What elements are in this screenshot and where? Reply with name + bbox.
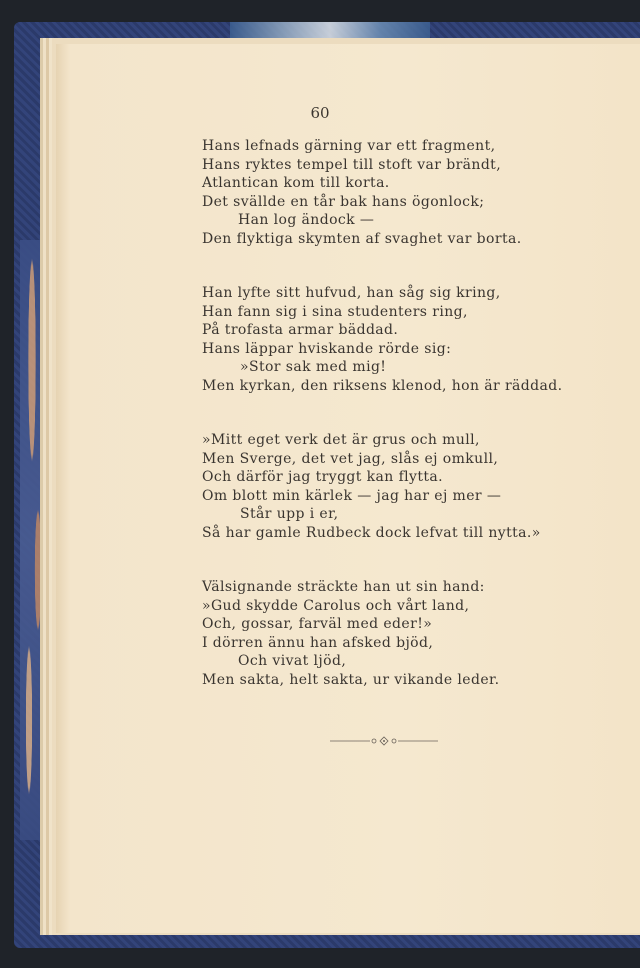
verse-line: Men Sverge, det vet jag, slås ej omkull, — [202, 450, 499, 467]
verse-line: Och vivat ljöd, — [238, 653, 347, 669]
verse-line: Han lyfte sitt hufvud, han såg sig kring, — [202, 285, 501, 301]
verse-line: I dörren ännu han afsked bjöd, — [202, 634, 434, 651]
verse-line: Men sakta, helt sakta, ur vikande leder. — [202, 671, 500, 688]
verse-line: Hans läppar hviskande rörde sig: — [202, 340, 452, 357]
verse-line: Står upp i er, — [240, 506, 339, 522]
verse-line: Han fann sig i sina studenters ring, — [202, 303, 468, 320]
stanza-3 — [202, 431, 541, 542]
verse-line: Välsignande sträckte han ut sin hand: — [202, 579, 485, 595]
verse-line: Och därför jag tryggt kan flytta. — [202, 469, 443, 485]
verse-line: Men kyrkan, den riksens klenod, hon är räddad. — [202, 377, 563, 394]
verse-line: »Stor sak med mig! — [240, 359, 387, 375]
verse-line: Den flyktiga skymten af svaghet var borta. — [202, 230, 522, 247]
stanza-4 — [202, 578, 499, 689]
verse-line: Hans lefnads gärning var ett fragment, — [202, 138, 496, 154]
verse-line: Hans ryktes tempel till stoft var brändt, — [202, 156, 502, 173]
verse-line: Han log ändock — — [238, 212, 375, 228]
verse-line: Och, gossar, farväl med eder!» — [202, 616, 433, 632]
ornament-divider — [330, 734, 438, 748]
verse-line: På trofasta armar bäddad. — [202, 322, 399, 338]
verse-line: »Gud skydde Carolus och vårt land, — [202, 597, 470, 614]
verse-line: »Mitt eget verk det är grus och mull, — [202, 432, 480, 448]
stanza-1 — [202, 137, 522, 248]
verse-line: Atlantican kom till korta. — [202, 175, 390, 191]
stanza-2 — [202, 284, 562, 395]
verse-line: Om blott min kärlek — jag har ej mer — — [202, 487, 502, 504]
verse-line: Det svällde en tår bak hans ögonlock; — [202, 193, 485, 210]
page-number: 60 — [310, 104, 330, 122]
verse-line: Så har gamle Rudbeck dock lefvat till nytta.» — [202, 524, 541, 541]
